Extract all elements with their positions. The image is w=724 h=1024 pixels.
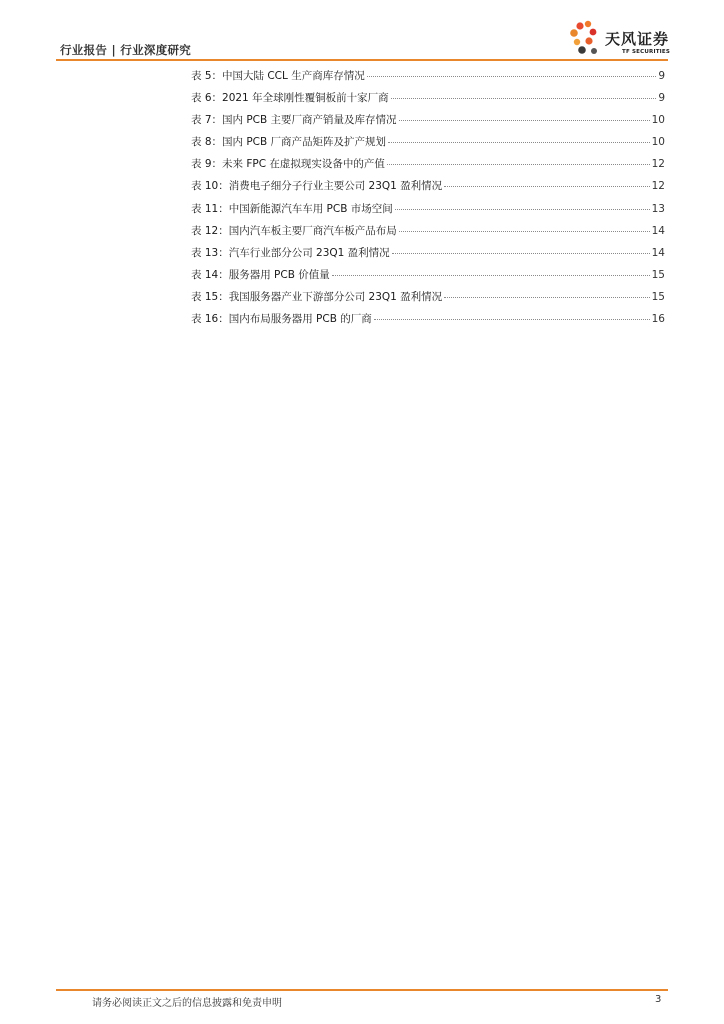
header-divider xyxy=(56,59,668,61)
toc-entry-title: 表 5：中国大陆 CCL 生产商库存情况 xyxy=(191,70,365,82)
toc-entry[interactable] xyxy=(191,289,665,311)
toc-entry-title: 表 12：国内汽车板主要厂商汽车板产品布局 xyxy=(191,224,397,237)
toc-entry-title: 表 11：中国新能源汽车车用 PCB 市场空间 xyxy=(191,202,393,215)
table-of-contents xyxy=(191,68,665,333)
brand-name-cn: 天风证券 xyxy=(605,30,670,48)
toc-entry-page: 10 xyxy=(651,114,665,127)
toc-entry-page: 9 xyxy=(658,70,665,82)
toc-entry[interactable] xyxy=(191,223,665,245)
toc-entry-page: 12 xyxy=(651,158,665,171)
toc-leader-dots xyxy=(388,142,650,143)
header-breadcrumb: 行业报告 | 行业深度研究 xyxy=(60,43,192,57)
toc-entry-page: 14 xyxy=(651,246,665,259)
toc-entry[interactable] xyxy=(191,112,665,134)
footer-divider xyxy=(56,989,668,991)
toc-entry-title: 表 10：消费电子细分子行业主要公司 23Q1 盈利情况 xyxy=(191,180,443,193)
toc-leader-dots xyxy=(395,209,650,210)
toc-entry-page: 14 xyxy=(651,224,665,237)
toc-entry-title: 表 13：汽车行业部分公司 23Q1 盈利情况 xyxy=(191,246,390,259)
toc-leader-dots xyxy=(444,186,649,187)
toc-leader-dots xyxy=(332,275,650,276)
brand-logo xyxy=(568,20,672,60)
toc-entry[interactable] xyxy=(191,90,665,112)
toc-leader-dots xyxy=(399,231,650,232)
toc-leader-dots xyxy=(444,297,649,298)
toc-entry[interactable] xyxy=(191,134,665,156)
flower-logo-icon xyxy=(568,20,604,60)
toc-entry-title: 表 8：国内 PCB 厂商产品矩阵及扩产规划 xyxy=(191,136,387,149)
brand-name-en: TF SECURITIES xyxy=(622,49,671,55)
toc-entry-page: 10 xyxy=(651,136,665,149)
toc-leader-dots xyxy=(374,319,650,320)
toc-entry-page: 9 xyxy=(658,92,665,105)
footer-disclaimer: 请务必阅读正文之后的信息披露和免责申明 xyxy=(92,998,282,1009)
toc-leader-dots xyxy=(392,253,650,254)
toc-entry-page: 16 xyxy=(651,313,665,326)
toc-entry[interactable] xyxy=(191,156,665,178)
toc-entry[interactable] xyxy=(191,68,665,90)
toc-entry[interactable] xyxy=(191,267,665,289)
toc-leader-dots xyxy=(399,120,650,121)
toc-entry-title: 表 16：国内布局服务器用 PCB 的厂商 xyxy=(191,313,372,326)
toc-leader-dots xyxy=(391,98,657,99)
toc-entry-title: 表 7：国内 PCB 主要厂商产销量及库存情况 xyxy=(191,114,397,127)
toc-entry[interactable] xyxy=(191,245,665,267)
toc-entry-page: 12 xyxy=(651,180,665,193)
toc-entry[interactable] xyxy=(191,178,665,200)
toc-entry-page: 15 xyxy=(651,268,665,281)
toc-entry-title: 表 14：服务器用 PCB 价值量 xyxy=(191,268,330,281)
toc-entry-title: 表 6：2021 年全球刚性覆铜板前十家厂商 xyxy=(191,92,389,105)
toc-entry-title: 表 9：未来 FPC 在虚拟现实设备中的产值 xyxy=(191,158,385,171)
toc-entry[interactable] xyxy=(191,201,665,223)
toc-entry[interactable] xyxy=(191,311,665,333)
toc-leader-dots xyxy=(367,76,657,77)
toc-leader-dots xyxy=(387,164,650,165)
toc-entry-title: 表 15：我国服务器产业下游部分公司 23Q1 盈利情况 xyxy=(191,290,443,303)
toc-entry-page: 13 xyxy=(651,202,665,215)
toc-entry-page: 15 xyxy=(651,290,665,303)
page-number: 3 xyxy=(655,994,662,1005)
